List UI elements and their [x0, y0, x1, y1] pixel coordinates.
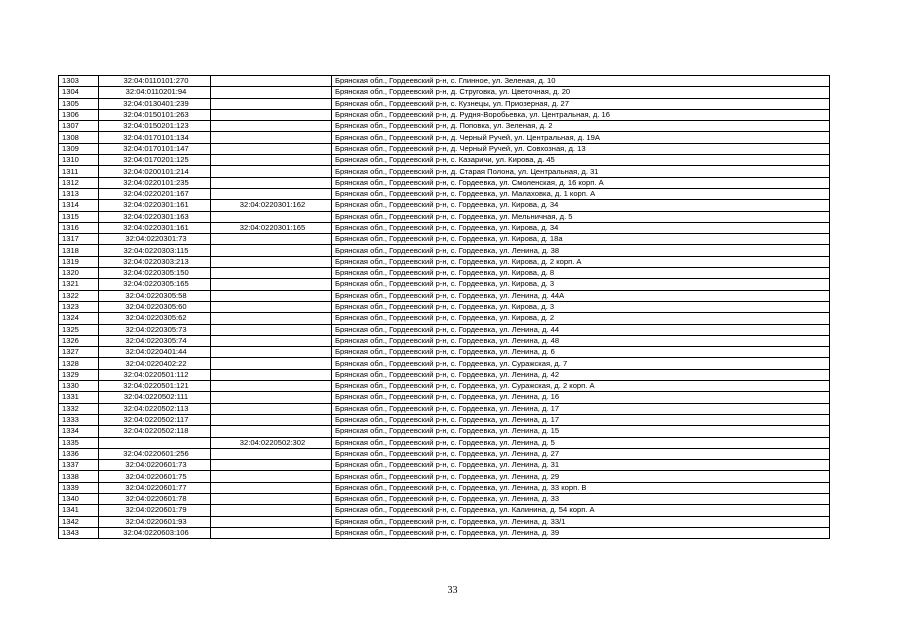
cadastral-number-cell: 32:04:0220601:75 — [99, 471, 211, 482]
related-cadastral-number-cell — [211, 256, 332, 267]
related-cadastral-number-cell — [211, 290, 332, 301]
table-row — [59, 324, 830, 335]
cadastral-number-cell: 32:04:0220305:165 — [99, 279, 211, 290]
related-cadastral-number-cell — [211, 358, 332, 369]
cadastral-number-cell: 32:04:0220601:93 — [99, 516, 211, 527]
address-cell: Брянская обл., Гордеевский р-н, с. Гордеевка, ул. Кирова, д. 8 — [332, 268, 830, 279]
address-cell: Брянская обл., Гордеевский р-н, с. Гордеевка, ул. Малаховка, д. 1 корп. А — [332, 188, 830, 199]
row-number-cell: 1303 — [59, 76, 99, 87]
related-cadastral-number-cell — [211, 211, 332, 222]
cadastral-number-cell: 32:04:0220601:79 — [99, 505, 211, 516]
cadastral-number-cell: 32:04:0220301:161 — [99, 200, 211, 211]
address-cell: Брянская обл., Гордеевский р-н, с. Гордеевка, ул. Ленина, д. 6 — [332, 347, 830, 358]
address-cell: Брянская обл., Гордеевский р-н, д. Черный Ручей, ул. Центральная, д. 19А — [332, 132, 830, 143]
table-row — [59, 166, 830, 177]
row-number-cell: 1327 — [59, 347, 99, 358]
address-cell: Брянская обл., Гордеевский р-н, с. Гордеевка, ул. Ленина, д. 42 — [332, 369, 830, 380]
cadastral-number-cell: 32:04:0220601:78 — [99, 493, 211, 504]
address-cell: Брянская обл., Гордеевский р-н, с. Гордеевка, ул. Мельничная, д. 5 — [332, 211, 830, 222]
cadastral-number-cell: 32:04:0150201:123 — [99, 121, 211, 132]
address-cell: Брянская обл., Гордеевский р-н, с. Гордеевка, ул. Ленина, д. 17 — [332, 414, 830, 425]
row-number-cell: 1320 — [59, 268, 99, 279]
address-cell: Брянская обл., Гордеевский р-н, с. Гордеевка, ул. Кирова, д. 34 — [332, 200, 830, 211]
related-cadastral-number-cell — [211, 76, 332, 87]
address-cell: Брянская обл., Гордеевский р-н, с. Гордеевка, ул. Ленина, д. 17 — [332, 403, 830, 414]
address-cell: Брянская обл., Гордеевский р-н, с. Гордеевка, ул. Смоленская, д. 16 корп. А — [332, 177, 830, 188]
address-cell: Брянская обл., Гордеевский р-н, с. Гордеевка, ул. Кирова, д. 2 корп. А — [332, 256, 830, 267]
table-row — [59, 98, 830, 109]
address-cell: Брянская обл., Гордеевский р-н, д. Черный Ручей, ул. Совхозная, д. 13 — [332, 143, 830, 154]
cadastral-number-cell: 32:04:0220303:115 — [99, 245, 211, 256]
related-cadastral-number-cell — [211, 460, 332, 471]
address-cell: Брянская обл., Гордеевский р-н, с. Гордеевка, ул. Кирова, д. 34 — [332, 222, 830, 233]
related-cadastral-number-cell — [211, 403, 332, 414]
address-cell: Брянская обл., Гордеевский р-н, с. Гордеевка, ул. Суражская, д. 7 — [332, 358, 830, 369]
table-row — [59, 403, 830, 414]
table-row — [59, 471, 830, 482]
cadastral-number-cell: 32:04:0200101:214 — [99, 166, 211, 177]
related-cadastral-number-cell — [211, 369, 332, 380]
row-number-cell: 1334 — [59, 426, 99, 437]
address-cell: Брянская обл., Гордеевский р-н, с. Гордеевка, ул. Ленина, д. 44 — [332, 324, 830, 335]
cadastral-number-cell: 32:04:0220305:60 — [99, 301, 211, 312]
address-cell: Брянская обл., Гордеевский р-н, с. Гордеевка, ул. Ленина, д. 27 — [332, 448, 830, 459]
table-row — [59, 301, 830, 312]
address-cell: Брянская обл., Гордеевский р-н, с. Гордеевка, ул. Калинина, д. 54 корп. А — [332, 505, 830, 516]
row-number-cell: 1343 — [59, 527, 99, 538]
cadastral-number-cell: 32:04:0220501:112 — [99, 369, 211, 380]
address-cell: Брянская обл., Гордеевский р-н, с. Гордеевка, ул. Ленина, д. 31 — [332, 460, 830, 471]
related-cadastral-number-cell — [211, 121, 332, 132]
related-cadastral-number-cell — [211, 132, 332, 143]
related-cadastral-number-cell — [211, 347, 332, 358]
address-cell: Брянская обл., Гордеевский р-н, с. Гордеевка, ул. Ленина, д. 29 — [332, 471, 830, 482]
table-row — [59, 177, 830, 188]
row-number-cell: 1312 — [59, 177, 99, 188]
table-row — [59, 155, 830, 166]
related-cadastral-number-cell — [211, 493, 332, 504]
related-cadastral-number-cell — [211, 245, 332, 256]
row-number-cell: 1304 — [59, 87, 99, 98]
cadastral-number-cell: 32:04:0220101:235 — [99, 177, 211, 188]
cadastral-number-cell: 32:04:0220501:121 — [99, 381, 211, 392]
row-number-cell: 1315 — [59, 211, 99, 222]
related-cadastral-number-cell — [211, 426, 332, 437]
row-number-cell: 1339 — [59, 482, 99, 493]
cadastral-number-cell: 32:04:0170101:134 — [99, 132, 211, 143]
cadastral-number-cell: 32:04:0220601:73 — [99, 460, 211, 471]
address-cell: Брянская обл., Гордеевский р-н, с. Гордеевка, ул. Ленина, д. 44А — [332, 290, 830, 301]
cadastral-number-cell: 32:04:0220601:77 — [99, 482, 211, 493]
table-row — [59, 132, 830, 143]
address-cell: Брянская обл., Гордеевский р-н, д. Струговка, ул. Цветочная, д. 20 — [332, 87, 830, 98]
cadastral-number-cell: 32:04:0110201:94 — [99, 87, 211, 98]
related-cadastral-number-cell: 32:04:0220301:165 — [211, 222, 332, 233]
cadastral-number-cell: 32:04:0130401:239 — [99, 98, 211, 109]
page-number: 33 — [447, 585, 458, 596]
cadastral-number-cell: 32:04:0220305:73 — [99, 324, 211, 335]
cadastral-number-cell: 32:04:0170201:125 — [99, 155, 211, 166]
table-row — [59, 143, 830, 154]
table-row — [59, 392, 830, 403]
cadastral-number-cell: 32:04:0220502:117 — [99, 414, 211, 425]
table-row — [59, 109, 830, 120]
related-cadastral-number-cell — [211, 516, 332, 527]
row-number-cell: 1319 — [59, 256, 99, 267]
related-cadastral-number-cell — [211, 234, 332, 245]
cadastral-number-cell: 32:04:0220305:74 — [99, 335, 211, 346]
address-cell: Брянская обл., Гордеевский р-н, с. Гордеевка, ул. Кирова, д. 3 — [332, 301, 830, 312]
row-number-cell: 1318 — [59, 245, 99, 256]
row-number-cell: 1330 — [59, 381, 99, 392]
address-cell: Брянская обл., Гордеевский р-н, д. Поповка, ул. Зеленая, д. 2 — [332, 121, 830, 132]
address-cell: Брянская обл., Гордеевский р-н, с. Гордеевка, ул. Ленина, д. 38 — [332, 245, 830, 256]
table-row — [59, 268, 830, 279]
address-cell: Брянская обл., Гордеевский р-н, с. Гордеевка, ул. Кирова, д. 18а — [332, 234, 830, 245]
row-number-cell: 1313 — [59, 188, 99, 199]
related-cadastral-number-cell — [211, 471, 332, 482]
cadastral-number-cell: 32:04:0220502:113 — [99, 403, 211, 414]
cadastral-number-cell: 32:04:0220305:62 — [99, 313, 211, 324]
address-cell: Брянская обл., Гордеевский р-н, с. Гордеевка, ул. Ленина, д. 33 корп. В — [332, 482, 830, 493]
table-row — [59, 87, 830, 98]
related-cadastral-number-cell — [211, 482, 332, 493]
table-row — [59, 460, 830, 471]
table-row — [59, 414, 830, 425]
table-row — [59, 516, 830, 527]
cadastral-number-cell: 32:04:0220303:213 — [99, 256, 211, 267]
cadastral-number-cell: 32:04:0170101:147 — [99, 143, 211, 154]
related-cadastral-number-cell — [211, 313, 332, 324]
address-cell: Брянская обл., Гордеевский р-н, с. Гордеевка, ул. Суражская, д. 2 корп. А — [332, 381, 830, 392]
address-cell: Брянская обл., Гордеевский р-н, с. Гордеевка, ул. Кирова, д. 2 — [332, 313, 830, 324]
address-cell: Брянская обл., Гордеевский р-н, с. Глинное, ул. Зеленая, д. 10 — [332, 76, 830, 87]
row-number-cell: 1328 — [59, 358, 99, 369]
row-number-cell: 1307 — [59, 121, 99, 132]
row-number-cell: 1316 — [59, 222, 99, 233]
related-cadastral-number-cell — [211, 166, 332, 177]
cadastral-number-cell: 32:04:0220301:73 — [99, 234, 211, 245]
address-cell: Брянская обл., Гордеевский р-н, д. Старая Полона, ул. Центральная, д. 31 — [332, 166, 830, 177]
registry-table — [58, 75, 830, 539]
cadastral-number-cell: 32:04:0220603:106 — [99, 527, 211, 538]
table-row — [59, 200, 830, 211]
related-cadastral-number-cell — [211, 392, 332, 403]
table-row — [59, 279, 830, 290]
address-cell: Брянская обл., Гордеевский р-н, с. Гордеевка, ул. Ленина, д. 15 — [332, 426, 830, 437]
row-number-cell: 1310 — [59, 155, 99, 166]
row-number-cell: 1340 — [59, 493, 99, 504]
table-row — [59, 222, 830, 233]
related-cadastral-number-cell — [211, 268, 332, 279]
cadastral-number-cell: 32:04:0220301:161 — [99, 222, 211, 233]
cadastral-number-cell: 32:04:0220301:163 — [99, 211, 211, 222]
table-row — [59, 121, 830, 132]
table-row — [59, 313, 830, 324]
table-row — [59, 448, 830, 459]
row-number-cell: 1338 — [59, 471, 99, 482]
table-row — [59, 76, 830, 87]
related-cadastral-number-cell — [211, 155, 332, 166]
registry-table-body — [59, 76, 830, 539]
related-cadastral-number-cell — [211, 109, 332, 120]
cadastral-number-cell: 32:04:0220305:150 — [99, 268, 211, 279]
cadastral-number-cell: 32:04:0220402:22 — [99, 358, 211, 369]
related-cadastral-number-cell: 32:04:0220301:162 — [211, 200, 332, 211]
table-row — [59, 369, 830, 380]
row-number-cell: 1317 — [59, 234, 99, 245]
related-cadastral-number-cell — [211, 448, 332, 459]
related-cadastral-number-cell — [211, 335, 332, 346]
table-row — [59, 290, 830, 301]
cadastral-number-cell: 32:04:0220201:167 — [99, 188, 211, 199]
related-cadastral-number-cell: 32:04:0220502:302 — [211, 437, 332, 448]
table-row — [59, 527, 830, 538]
row-number-cell: 1308 — [59, 132, 99, 143]
row-number-cell: 1322 — [59, 290, 99, 301]
row-number-cell: 1305 — [59, 98, 99, 109]
row-number-cell: 1329 — [59, 369, 99, 380]
cadastral-number-cell: 32:04:0220502:118 — [99, 426, 211, 437]
table-row — [59, 347, 830, 358]
table-row — [59, 256, 830, 267]
row-number-cell: 1325 — [59, 324, 99, 335]
address-cell: Брянская обл., Гордеевский р-н, с. Гордеевка, ул. Ленина, д. 5 — [332, 437, 830, 448]
row-number-cell: 1323 — [59, 301, 99, 312]
related-cadastral-number-cell — [211, 324, 332, 335]
cadastral-number-cell: 32:04:0110101:270 — [99, 76, 211, 87]
row-number-cell: 1314 — [59, 200, 99, 211]
row-number-cell: 1324 — [59, 313, 99, 324]
address-cell: Брянская обл., Гордеевский р-н, д. Рудня-Воробьевка, ул. Центральная, д. 16 — [332, 109, 830, 120]
cadastral-number-cell: 32:04:0220502:111 — [99, 392, 211, 403]
row-number-cell: 1335 — [59, 437, 99, 448]
table-row — [59, 493, 830, 504]
address-cell: Брянская обл., Гордеевский р-н, с. Кузнецы, ул. Приозерная, д. 27 — [332, 98, 830, 109]
address-cell: Брянская обл., Гордеевский р-н, с. Гордеевка, ул. Кирова, д. 3 — [332, 279, 830, 290]
table-row — [59, 358, 830, 369]
table-row — [59, 245, 830, 256]
address-cell: Брянская обл., Гордеевский р-н, с. Гордеевка, ул. Ленина, д. 48 — [332, 335, 830, 346]
address-cell: Брянская обл., Гордеевский р-н, с. Гордеевка, ул. Ленина, д. 39 — [332, 527, 830, 538]
related-cadastral-number-cell — [211, 98, 332, 109]
table-row — [59, 482, 830, 493]
cadastral-number-cell: 32:04:0220601:256 — [99, 448, 211, 459]
related-cadastral-number-cell — [211, 527, 332, 538]
row-number-cell: 1332 — [59, 403, 99, 414]
row-number-cell: 1309 — [59, 143, 99, 154]
row-number-cell: 1337 — [59, 460, 99, 471]
related-cadastral-number-cell — [211, 279, 332, 290]
address-cell: Брянская обл., Гордеевский р-н, с. Гордеевка, ул. Ленина, д. 16 — [332, 392, 830, 403]
related-cadastral-number-cell — [211, 381, 332, 392]
row-number-cell: 1326 — [59, 335, 99, 346]
table-row — [59, 211, 830, 222]
related-cadastral-number-cell — [211, 143, 332, 154]
table-row — [59, 437, 830, 448]
table-row — [59, 234, 830, 245]
row-number-cell: 1333 — [59, 414, 99, 425]
address-cell: Брянская обл., Гордеевский р-н, с. Гордеевка, ул. Ленина, д. 33 — [332, 493, 830, 504]
cadastral-number-cell — [99, 437, 211, 448]
cadastral-number-cell: 32:04:0220305:58 — [99, 290, 211, 301]
table-row — [59, 426, 830, 437]
related-cadastral-number-cell — [211, 177, 332, 188]
row-number-cell: 1331 — [59, 392, 99, 403]
address-cell: Брянская обл., Гордеевский р-н, с. Казаричи, ул. Кирова, д. 45 — [332, 155, 830, 166]
related-cadastral-number-cell — [211, 505, 332, 516]
row-number-cell: 1342 — [59, 516, 99, 527]
row-number-cell: 1306 — [59, 109, 99, 120]
related-cadastral-number-cell — [211, 188, 332, 199]
cadastral-number-cell: 32:04:0150101:263 — [99, 109, 211, 120]
row-number-cell: 1311 — [59, 166, 99, 177]
related-cadastral-number-cell — [211, 301, 332, 312]
table-row — [59, 381, 830, 392]
row-number-cell: 1321 — [59, 279, 99, 290]
row-number-cell: 1336 — [59, 448, 99, 459]
address-cell: Брянская обл., Гордеевский р-н, с. Гордеевка, ул. Ленина, д. 33/1 — [332, 516, 830, 527]
row-number-cell: 1341 — [59, 505, 99, 516]
table-row — [59, 335, 830, 346]
related-cadastral-number-cell — [211, 87, 332, 98]
table-row — [59, 188, 830, 199]
cadastral-number-cell: 32:04:0220401:44 — [99, 347, 211, 358]
table-row — [59, 505, 830, 516]
related-cadastral-number-cell — [211, 414, 332, 425]
